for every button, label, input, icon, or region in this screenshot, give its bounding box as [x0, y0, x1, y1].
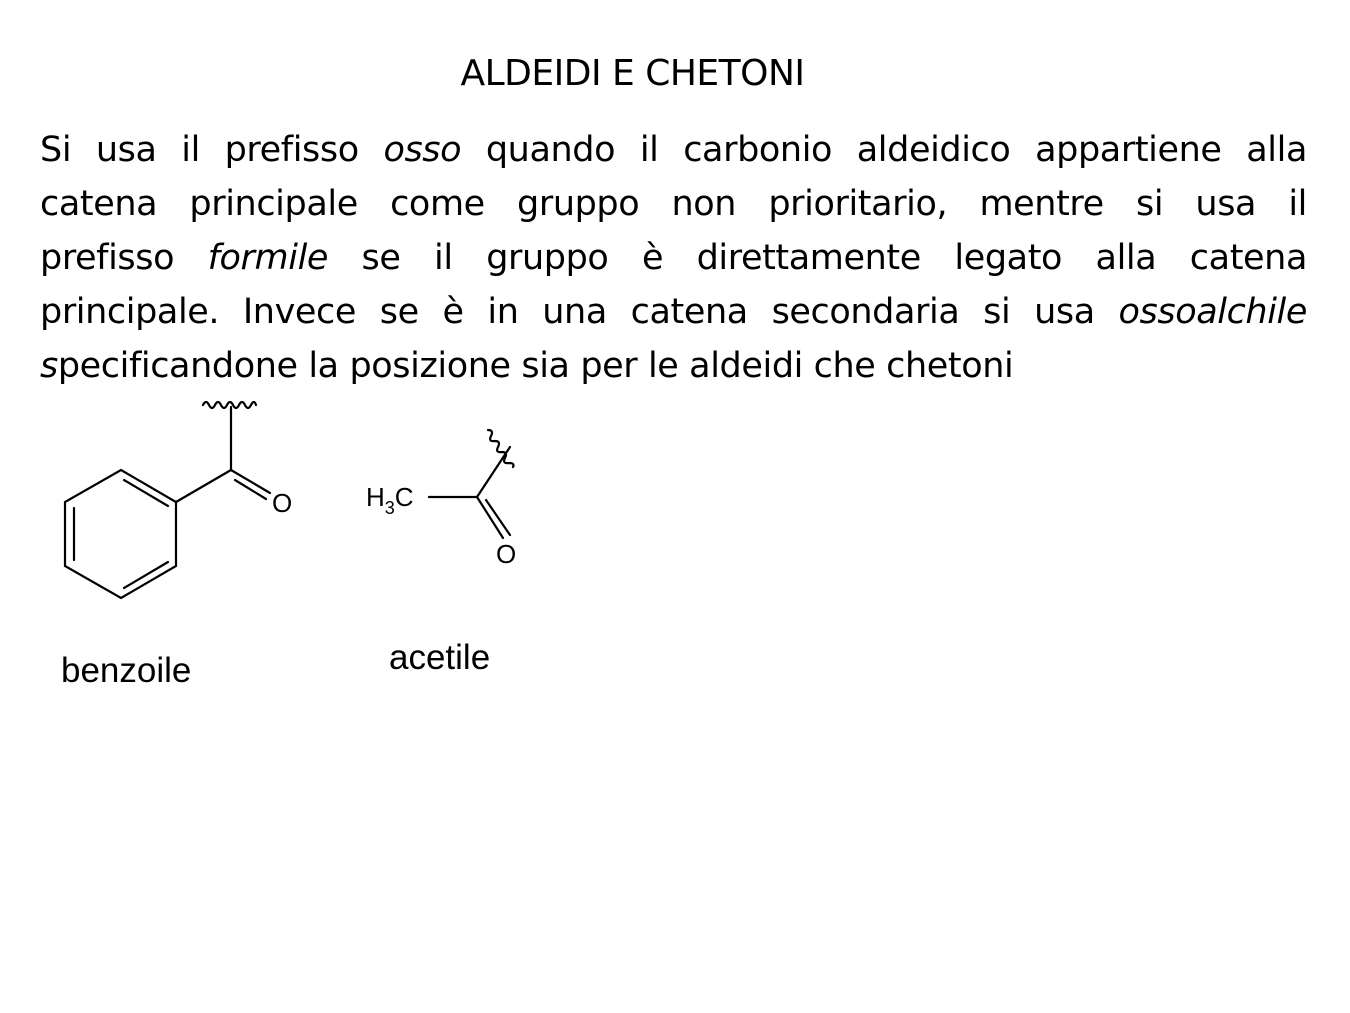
text-run: Si usa il prefisso — [40, 130, 384, 170]
methyl-subscript: 3 — [384, 498, 395, 518]
acetyl-oxygen-label: O — [496, 539, 517, 569]
slide-title: ALDEIDI E CHETONI — [460, 53, 805, 94]
text-run: se il gruppo è direttamente legato alla catena — [328, 238, 1307, 278]
text-run: quando il carbonio aldeidico appartiene alla — [461, 130, 1307, 170]
methyl-H: H — [366, 482, 385, 512]
text-run: principale. Invece se è in una catena secondaria si usa — [40, 292, 1119, 332]
ring-carbonyl-bond — [176, 470, 231, 502]
term-ossoalchile: ossoalchile — [1118, 292, 1307, 332]
text-run: prefisso — [40, 238, 208, 278]
benzoyl-oxygen-label: O — [272, 488, 293, 518]
wavy-attachment — [203, 402, 256, 408]
acetyl-caption: acetile — [389, 638, 491, 677]
term-osso: osso — [383, 130, 462, 170]
acetyl-methyl-H — [366, 482, 414, 518]
text-run: pecificandone la posizione sia per le aldeidi che chetoni — [57, 346, 1014, 386]
acetyl-structure — [429, 430, 514, 538]
benzene-ring — [65, 470, 176, 598]
methyl-C: C — [394, 482, 414, 512]
paragraph-line-2: catena principale come gruppo non prioritario, mentre si usa il — [40, 184, 1307, 224]
text-run-italic: s — [40, 346, 58, 386]
carbonyl-bond — [235, 480, 266, 499]
benzoyl-structure — [65, 402, 270, 598]
benzoyl-caption: benzoile — [61, 651, 192, 690]
term-formile: formile — [207, 238, 329, 278]
